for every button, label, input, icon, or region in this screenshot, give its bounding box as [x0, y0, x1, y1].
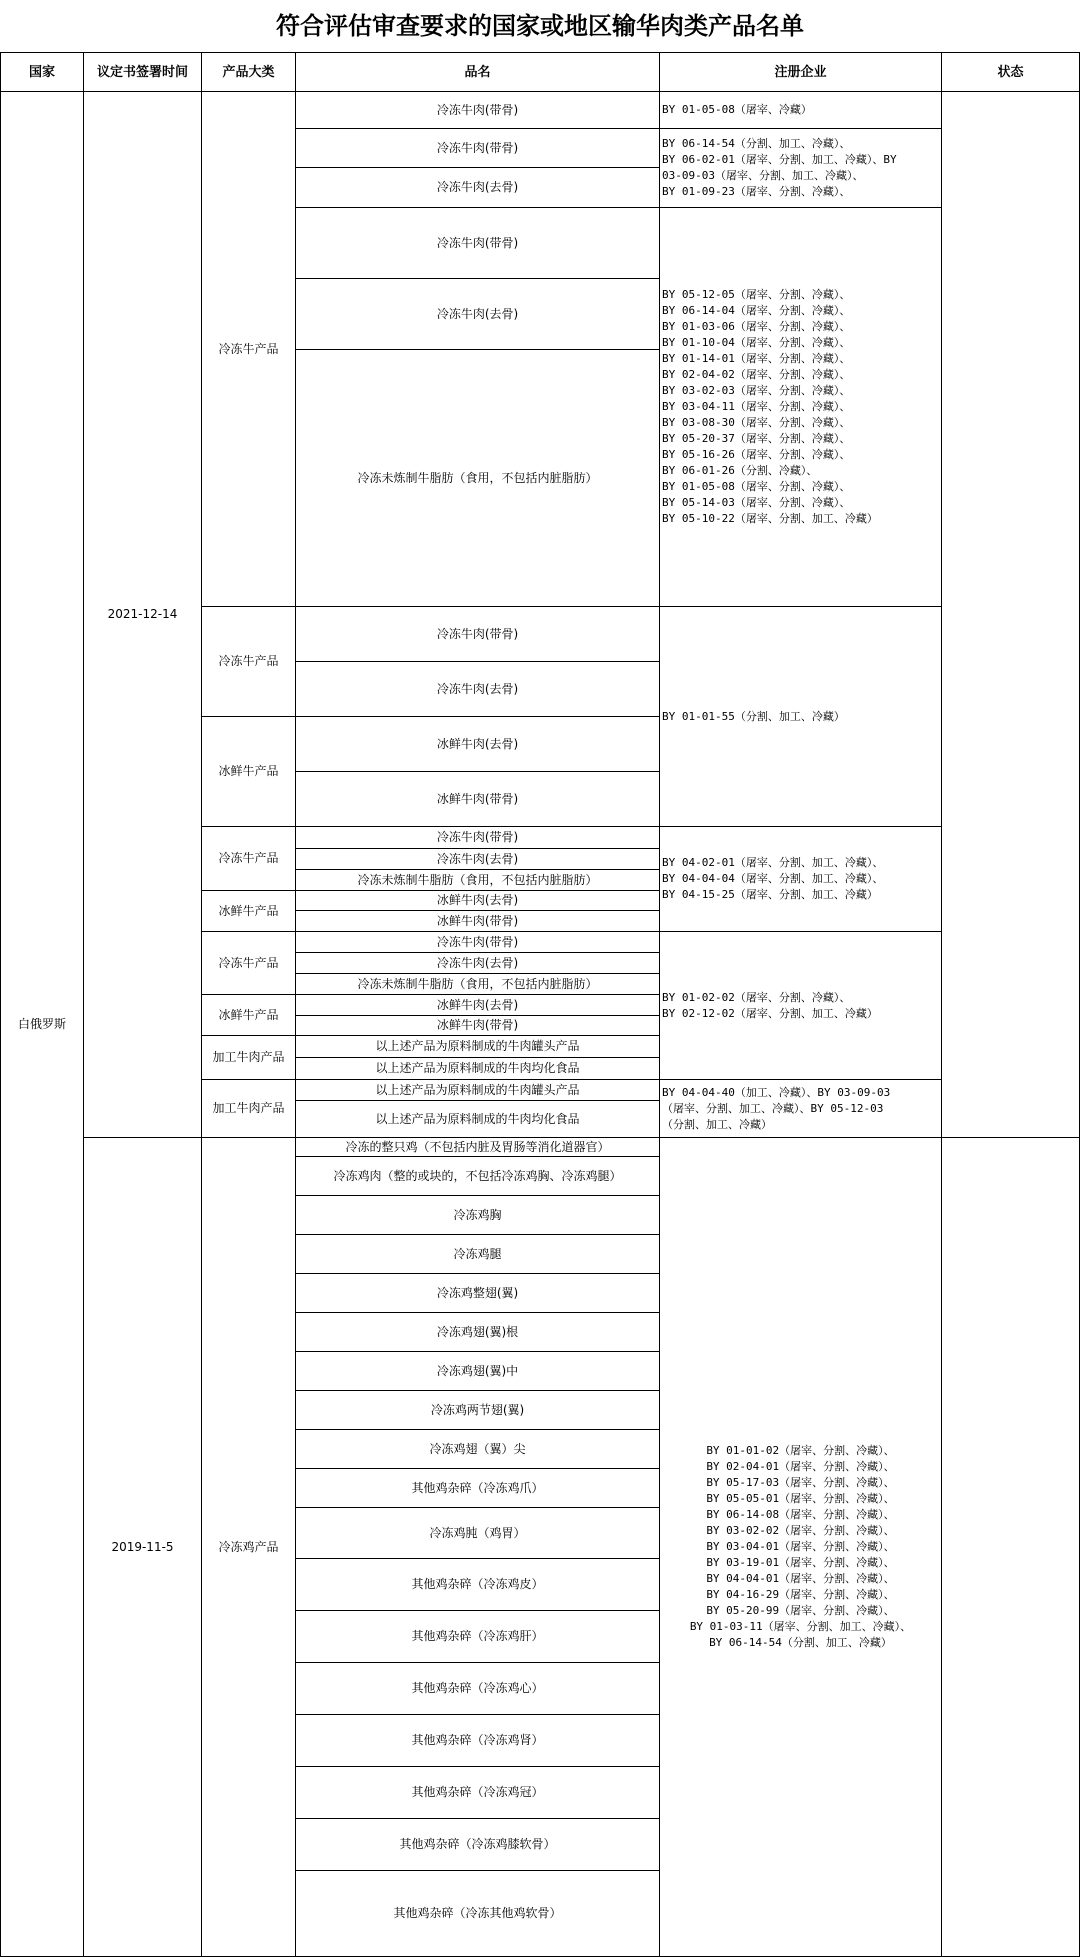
product-cell: 冰鲜牛肉(带骨) — [296, 1016, 660, 1036]
header-country: 国家 — [0, 52, 84, 92]
product-cell: 冷冻牛肉(带骨) — [296, 92, 660, 129]
product-cell: 其他鸡杂碎（冷冻鸡冠） — [296, 1767, 660, 1819]
enterprise-cell: BY 01-05-08（屠宰、冷藏） — [660, 92, 942, 129]
header-enterprise: 注册企业 — [660, 52, 942, 92]
product-cell: 冷冻牛肉(去骨) — [296, 279, 660, 350]
category-cell: 冷冻牛产品 — [202, 92, 296, 607]
category-cell: 冰鲜牛产品 — [202, 995, 296, 1036]
product-cell: 冷冻的整只鸡（不包括内脏及胃肠等消化道器官） — [296, 1138, 660, 1157]
product-cell: 冰鲜牛肉(带骨) — [296, 772, 660, 827]
product-cell: 冷冻牛肉(带骨) — [296, 932, 660, 953]
enterprise-cell: BY 06-14-54（分割、加工、冷藏）、 BY 06-02-01（屠宰、分割、加工、冷藏）、BY 03-09-03（屠宰、分割、加工、冷藏）、 BY 01-09-23（屠宰、分割、冷藏）、 — [660, 129, 942, 208]
enterprise-cell: BY 05-12-05（屠宰、分割、冷藏）、 BY 06-14-04（屠宰、分割、冷藏）、 BY 01-03-06（屠宰、分割、冷藏）、 BY 01-10-04（屠宰、分割、冷藏）、 BY 01-14-01（屠宰、分割、冷藏）、 BY 02-04-02（屠宰、分割、冷藏）、 BY 03-02-03（屠宰、分割、冷藏）、 BY 03-04-11（屠宰、分割、冷藏）、 BY 03-08-30（屠宰、分割、冷藏）、 BY 05-20-37（屠宰、分割、冷藏）、 BY 05-16-26（屠宰、分割、冷藏）、 BY 06-01-26（分割、冷藏）、 BY 01-05-08（屠宰、分割、冷藏）、 BY 05-14-03（屠宰、分割、冷藏）、 BY 05-10-22（屠宰、分割、加工、冷藏） — [660, 208, 942, 607]
product-cell: 冷冻鸡翅（翼）尖 — [296, 1430, 660, 1469]
product-cell: 其他鸡杂碎（冷冻鸡心） — [296, 1663, 660, 1715]
enterprise-cell: BY 04-04-40（加工、冷藏）、BY 03-09-03 （屠宰、分割、加工、冷藏）、BY 05-12-03 （分割、加工、冷藏） — [660, 1080, 942, 1138]
product-cell: 其他鸡杂碎（冷冻鸡爪） — [296, 1469, 660, 1508]
category-cell: 冷冻牛产品 — [202, 827, 296, 891]
product-cell: 冷冻鸡整翅(翼) — [296, 1274, 660, 1313]
product-cell: 其他鸡杂碎（冷冻鸡肝） — [296, 1611, 660, 1663]
product-cell: 冷冻牛肉(去骨) — [296, 953, 660, 974]
category-cell: 冷冻牛产品 — [202, 607, 296, 717]
status-cell — [942, 92, 1080, 1138]
product-cell: 冷冻未炼制牛脂肪（食用，不包括内脏脂肪） — [296, 974, 660, 995]
date-cell: 2021-12-14 — [84, 92, 202, 1138]
product-cell: 冷冻鸡肉（整的或块的，不包括冷冻鸡胸、冷冻鸡腿） — [296, 1157, 660, 1196]
product-cell: 冰鲜牛肉(去骨) — [296, 717, 660, 772]
product-cell: 以上述产品为原料制成的牛肉罐头产品 — [296, 1080, 660, 1101]
category-cell: 冰鲜牛产品 — [202, 891, 296, 932]
product-cell: 冷冻牛肉(去骨) — [296, 662, 660, 717]
enterprise-cell: BY 04-02-01（屠宰、分割、加工、冷藏）、 BY 04-04-04（屠宰、分割、加工、冷藏）、 BY 04-15-25（屠宰、分割、加工、冷藏） — [660, 827, 942, 932]
product-cell: 冷冻鸡两节翅(翼) — [296, 1391, 660, 1430]
enterprise-cell: BY 01-02-02（屠宰、分割、冷藏）、 BY 02-12-02（屠宰、分割、加工、冷藏） — [660, 932, 942, 1080]
header-status: 状态 — [942, 52, 1080, 92]
date-cell: 2019-11-5 — [84, 1138, 202, 1957]
product-cell: 冷冻牛肉(带骨) — [296, 129, 660, 168]
country-cell: 白俄罗斯 — [0, 92, 84, 1957]
product-cell: 冰鲜牛肉(带骨) — [296, 911, 660, 932]
product-cell: 冷冻未炼制牛脂肪（食用，不包括内脏脂肪） — [296, 870, 660, 891]
category-cell: 冷冻鸡产品 — [202, 1138, 296, 1957]
product-cell: 冷冻牛肉(去骨) — [296, 849, 660, 870]
category-cell: 冰鲜牛产品 — [202, 717, 296, 827]
product-cell: 冷冻牛肉(带骨) — [296, 607, 660, 662]
product-cell: 冷冻牛肉(去骨) — [296, 168, 660, 208]
product-cell: 冷冻鸡翅(翼)中 — [296, 1352, 660, 1391]
header-date: 议定书签署时间 — [84, 52, 202, 92]
product-cell: 冷冻鸡胸 — [296, 1196, 660, 1235]
product-cell: 冷冻鸡翅(翼)根 — [296, 1313, 660, 1352]
header-product: 品名 — [296, 52, 660, 92]
product-cell: 其他鸡杂碎（冷冻鸡皮） — [296, 1559, 660, 1611]
product-cell: 冷冻鸡腿 — [296, 1235, 660, 1274]
product-cell: 冷冻未炼制牛脂肪（食用，不包括内脏脂肪） — [296, 350, 660, 607]
product-cell: 以上述产品为原料制成的牛肉罐头产品 — [296, 1036, 660, 1058]
product-cell: 其他鸡杂碎（冷冻其他鸡软骨） — [296, 1871, 660, 1957]
product-cell: 冷冻鸡肫（鸡胃） — [296, 1508, 660, 1559]
product-cell: 冰鲜牛肉(去骨) — [296, 891, 660, 911]
product-cell: 冰鲜牛肉(去骨) — [296, 995, 660, 1016]
product-cell: 其他鸡杂碎（冷冻鸡肾） — [296, 1715, 660, 1767]
category-cell: 冷冻牛产品 — [202, 932, 296, 995]
enterprise-cell: BY 01-01-02（屠宰、分割、冷藏）、 BY 02-04-01（屠宰、分割、冷藏）、 BY 05-17-03（屠宰、分割、冷藏）、 BY 05-05-01（屠宰、分割、冷藏）、 BY 06-14-08（屠宰、分割、冷藏）、 BY 03-02-02（屠宰、分割、冷藏）、 BY 03-04-01（屠宰、分割、冷藏）、 BY 03-19-01（屠宰、分割、冷藏）、 BY 04-04-01（屠宰、分割、冷藏）、 BY 04-16-29（屠宰、分割、冷藏）、 BY 05-20-99（屠宰、分割、冷藏）、 BY 01-03-11（屠宰、分割、加工、冷藏）、 BY 06-14-54（分割、加工、冷藏） — [660, 1138, 942, 1957]
product-cell: 冷冻牛肉(带骨) — [296, 208, 660, 279]
product-cell: 冷冻牛肉(带骨) — [296, 827, 660, 849]
category-cell: 加工牛肉产品 — [202, 1036, 296, 1080]
enterprise-cell: BY 01-01-55（分割、加工、冷藏） — [660, 607, 942, 827]
category-cell: 加工牛肉产品 — [202, 1080, 296, 1138]
header-category: 产品大类 — [202, 52, 296, 92]
status-cell — [942, 1138, 1080, 1957]
product-cell: 其他鸡杂碎（冷冻鸡膝软骨） — [296, 1819, 660, 1871]
product-cell: 以上述产品为原料制成的牛肉均化食品 — [296, 1101, 660, 1138]
product-cell: 以上述产品为原料制成的牛肉均化食品 — [296, 1058, 660, 1080]
page-title: 符合评估审查要求的国家或地区输华肉类产品名单 — [276, 11, 804, 40]
